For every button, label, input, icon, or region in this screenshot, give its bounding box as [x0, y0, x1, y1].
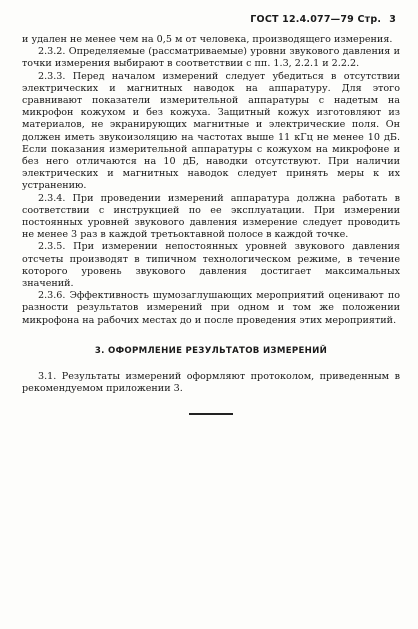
paragraph-2-3-6: 2.3.6. Эффективность шумозаглушающих мероприятий оценивают по разности результатов измерений при одном и том же положении микрофона на рабочих местах до и после проведения этих мероприятий.	[22, 290, 400, 326]
end-divider	[189, 413, 233, 415]
paragraph-2-3-4: 2.3.4. При проведении измерений аппаратура должна работать в соответствии с инструкцией по ее эксплуатации. При измерении постоянных уровней звукового давления измерение следует проводить не менее 3 раз в каждой третьоктавной полосе в каждой точке.	[22, 192, 400, 241]
paragraph-3-1: 3.1. Результаты измерений оформляют протоколом, приведенным в рекомендуемом приложении 3.	[22, 371, 400, 395]
standard-designation: ГОСТ 12.4.077—79 Стр.	[250, 14, 382, 25]
paragraph-continuation: и удален не менее чем на 0,5 м от человека, производящего измерения.	[22, 34, 393, 45]
paragraph-2-3-2: 2.3.2. Определяемые (рассматриваемые) уровни звукового давления и точки измерения выбирают в соответствии с пп. 1.3, 2.2.1 и 2.2.2.	[22, 46, 400, 70]
page-number: 3	[389, 14, 396, 25]
paragraph-2-3-5: 2.3.5. При измерении непостоянных уровней звукового давления отсчеты производят в типичном технологическом режиме, в течение которого уровень звукового давления достигает максимальных значений.	[22, 241, 400, 290]
section-title: 3. ОФОРМЛЕНИЕ РЕЗУЛЬТАТОВ ИЗМЕРЕНИЙ	[94, 345, 328, 356]
paragraph-2-3-3: 2.3.3. Перед началом измерений следует убедиться в отсутствии электрических и магнитных наводок на аппаратуру. Для этого сравнивают показатели измерительной аппаратуры с надетым на микрофон кожухом и без кожуха. Защитный кожух изготовляют из материалов, не экранирующих магнитные и электрические поля. Он должен иметь звукоизоляцию на частотах выше 11 кГц не менее 10 дБ. Если показания измерительной аппаратуры с кожухом на микрофоне и без него отличаются на 10 дБ, наводки отсутствуют. При наличии электрических и магнитных наводок следует принять меры к их устранению.	[22, 70, 400, 192]
document-body	[22, 34, 400, 415]
page-header	[250, 14, 396, 25]
